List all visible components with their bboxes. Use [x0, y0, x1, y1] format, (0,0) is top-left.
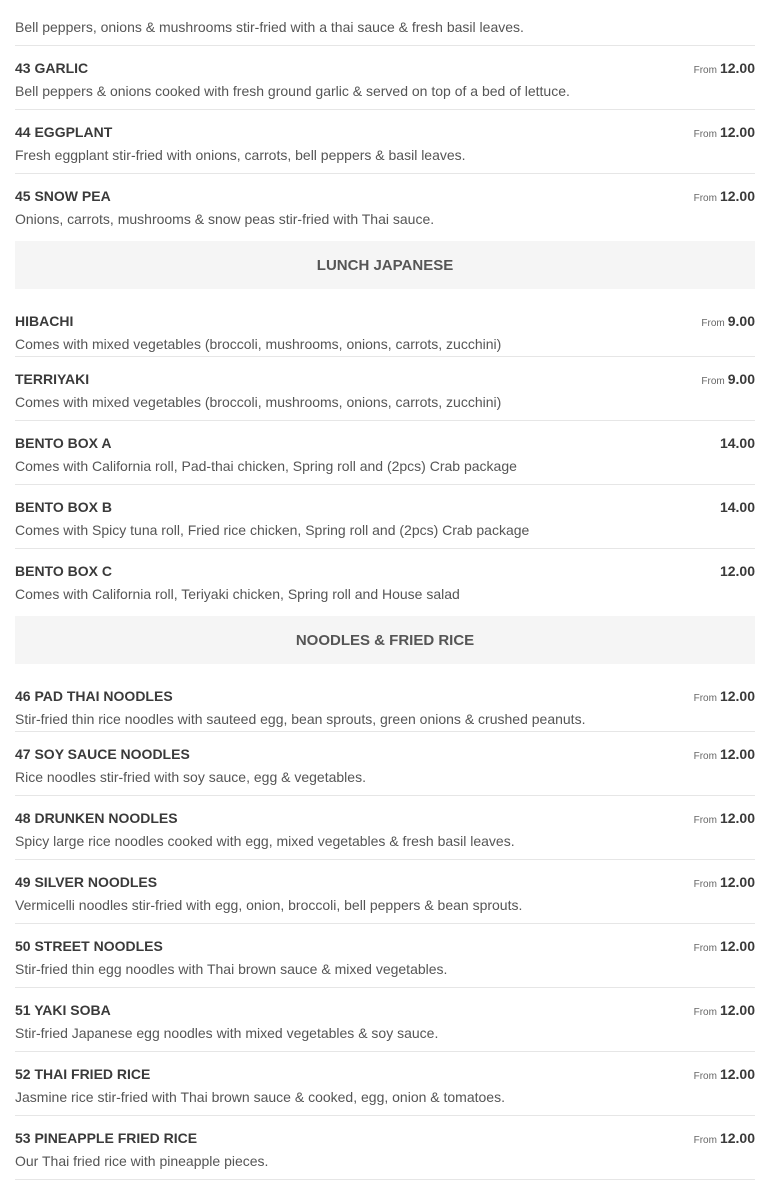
- price-from-label: From: [693, 129, 717, 140]
- item-price: 12.00: [719, 1130, 755, 1146]
- item-name: 47 SOY SAUCE NOODLES: [15, 746, 190, 762]
- price-from-label: From: [693, 65, 717, 76]
- item-price-wrap: [694, 810, 755, 826]
- menu-item[interactable]: [15, 485, 755, 549]
- item-name: 51 YAKI SOBA: [15, 1002, 111, 1018]
- item-price: 12.00: [719, 1002, 755, 1018]
- item-price-wrap: [701, 313, 755, 329]
- item-price-wrap: [694, 1130, 755, 1146]
- item-price-wrap: [694, 1002, 755, 1018]
- item-description: Jasmine rice stir-fried with Thai brown sauce & cooked, egg, onion & tomatoes.: [15, 1089, 505, 1105]
- menu-item[interactable]: [15, 860, 755, 924]
- item-price: 12.00: [719, 60, 755, 76]
- item-name: 43 GARLIC: [15, 60, 89, 76]
- item-price-wrap: [717, 499, 755, 515]
- item-description: Spicy large rice noodles cooked with egg, mixed vegetables & fresh basil leaves.: [15, 833, 515, 849]
- item-price-wrap: [717, 563, 755, 579]
- menu-item[interactable]: [15, 664, 755, 732]
- item-name: 44 EGGPLANT: [15, 124, 113, 140]
- item-description: Bell peppers & onions cooked with fresh ground garlic & served on top of a bed of lettuce.: [15, 83, 570, 99]
- item-name: BENTO BOX C: [15, 563, 112, 579]
- item-description: Comes with Spicy tuna roll, Fried rice chicken, Spring roll and (2pcs) Crab package: [15, 522, 530, 538]
- item-price: 12.00: [719, 938, 755, 954]
- item-description: Stir-fried thin egg noodles with Thai brown sauce & mixed vegetables.: [15, 961, 448, 977]
- item-price-wrap: [694, 60, 755, 76]
- item-price-wrap: [694, 688, 755, 704]
- item-price: 12.00: [719, 874, 755, 890]
- item-name: BENTO BOX A: [15, 435, 112, 451]
- item-price: 12.00: [719, 810, 755, 826]
- item-name: 48 DRUNKEN NOODLES: [15, 810, 178, 826]
- menu-item[interactable]: [15, 988, 755, 1052]
- item-name: HIBACHI: [15, 313, 74, 329]
- item-description: Fresh eggplant stir-fried with onions, carrots, bell peppers & basil leaves.: [15, 147, 466, 163]
- menu-list: [15, 0, 755, 1180]
- section-header-lunch-japanese: LUNCH JAPANESE: [15, 241, 755, 289]
- item-name: 45 SNOW PEA: [15, 188, 111, 204]
- item-price-wrap: [694, 874, 755, 890]
- item-name: 46 PAD THAI NOODLES: [15, 688, 173, 704]
- item-price-wrap: [701, 371, 755, 387]
- menu-item[interactable]: [15, 732, 755, 796]
- item-price-wrap: [694, 746, 755, 762]
- menu-item[interactable]: [15, 0, 755, 46]
- price-from-label: From: [693, 943, 717, 954]
- item-description: Bell peppers, onions & mushrooms stir-fried with a thai sauce & fresh basil leaves.: [15, 19, 524, 35]
- item-description: Vermicelli noodles stir-fried with egg, onion, broccoli, bell peppers & bean sprouts.: [15, 897, 523, 913]
- item-price: 12.00: [719, 124, 755, 140]
- price-from-label: From: [701, 376, 725, 387]
- item-price-wrap: [694, 1066, 755, 1082]
- price-from-label: From: [693, 879, 717, 890]
- item-name: 52 THAI FRIED RICE: [15, 1066, 151, 1082]
- item-description: Rice noodles stir-fried with soy sauce, egg & vegetables.: [15, 769, 366, 785]
- menu-item[interactable]: [15, 421, 755, 485]
- item-price: 12.00: [719, 563, 755, 579]
- item-price: 12.00: [719, 1066, 755, 1082]
- item-description: Our Thai fried rice with pineapple pieces.: [15, 1153, 269, 1169]
- menu-item[interactable]: [15, 46, 755, 110]
- item-price: 12.00: [719, 688, 755, 704]
- item-description: Comes with California roll, Teriyaki chicken, Spring roll and House salad: [15, 586, 460, 602]
- item-description: Comes with mixed vegetables (broccoli, mushrooms, onions, carrots, zucchini): [15, 394, 502, 410]
- price-from-label: From: [693, 193, 717, 204]
- price-from-label: From: [693, 1135, 717, 1146]
- price-from-label: From: [693, 1007, 717, 1018]
- item-description: Onions, carrots, mushrooms & snow peas stir-fried with Thai sauce.: [15, 211, 435, 227]
- item-price-wrap: [694, 188, 755, 204]
- item-description: Stir-fried Japanese egg noodles with mixed vegetables & soy sauce.: [15, 1025, 439, 1041]
- menu-item[interactable]: [15, 110, 755, 174]
- item-name: 53 PINEAPPLE FRIED RICE: [15, 1130, 198, 1146]
- item-price-wrap: [717, 435, 755, 451]
- item-description: Comes with mixed vegetables (broccoli, mushrooms, onions, carrots, zucchini): [15, 336, 502, 352]
- menu-item[interactable]: [15, 1052, 755, 1116]
- item-price: 14.00: [719, 435, 755, 451]
- item-price-wrap: [694, 938, 755, 954]
- price-from-label: From: [693, 693, 717, 704]
- menu-item[interactable]: [15, 289, 755, 357]
- item-name: 49 SILVER NOODLES: [15, 874, 158, 890]
- item-description: Comes with California roll, Pad-thai chicken, Spring roll and (2pcs) Crab package: [15, 458, 517, 474]
- menu-item[interactable]: [15, 357, 755, 421]
- item-price: 12.00: [719, 188, 755, 204]
- menu-item[interactable]: [15, 796, 755, 860]
- price-from-label: From: [693, 815, 717, 826]
- item-price: 14.00: [719, 499, 755, 515]
- section-header-noodles-fried-rice: NOODLES & FRIED RICE: [15, 616, 755, 664]
- price-from-label: From: [693, 751, 717, 762]
- item-price: 12.00: [719, 746, 755, 762]
- item-price-wrap: [694, 124, 755, 140]
- price-from-label: From: [701, 318, 725, 329]
- item-name: BENTO BOX B: [15, 499, 112, 515]
- item-price: 9.00: [727, 371, 755, 387]
- price-from-label: From: [693, 1071, 717, 1082]
- item-name: TERRIYAKI: [15, 371, 90, 387]
- menu-item[interactable]: [15, 924, 755, 988]
- menu-item[interactable]: [15, 549, 755, 612]
- item-price-wrap: [752, 0, 755, 12]
- item-price: 9.00: [727, 313, 755, 329]
- menu-item[interactable]: [15, 1116, 755, 1180]
- menu-item[interactable]: [15, 174, 755, 237]
- item-name: 50 STREET NOODLES: [15, 938, 163, 954]
- item-description: Stir-fried thin rice noodles with sauteed egg, bean sprouts, green onions & crushed peanuts.: [15, 711, 586, 727]
